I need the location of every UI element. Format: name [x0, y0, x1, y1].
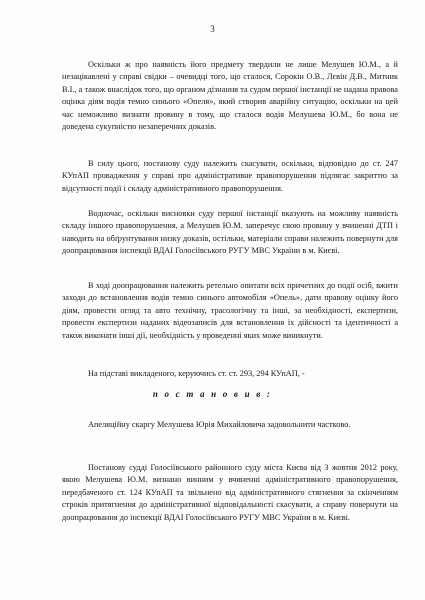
paragraph-ruling-cancelled: Постанову судді Голосіївського районного суду міста Києва від 3 жовтня 2012 року, якою Мелушева Ю.М. визнано винним у вчиненні адміністративного правопорушення, передбаченого ст. 124 КУпАП та звільнено від адміністративного стягнення за скінченням строків притягнення до адміністративної відповідальності скасувати, а справу повернути на доопрацювання до інспекції ВДАІ Голосіївського РУГУ МВС України в м. Києві.	[62, 463, 398, 522]
paragraph-legal-basis: На підставі викладеного, керуючись ст. ст. 293, 294 КУпАП, -	[88, 369, 305, 378]
paragraph-investigation-tasks: В ході доопрацювання належить ретельно опитати всіх причетних до події осіб, вжити заходи до встановлення водія темно синього автомобіля «Опель», дати правову оцінку його діям, провести огляд та авто технічну, трасологічну та інші, за необхідності, експертизи, провести експертизи наданих відеозаписів для встановлення їх дійсності та ідентичності а також виконати інші дії, необхідність у проведенні яких може виникнути.	[62, 281, 398, 340]
paragraph-cancel-ruling: В силу цього, постанову суду належить скасувати, оскільки, відповідно до ст. 247 КУпАП провадження у справі про адміністративне правопорушення підлягає закриттю за відсутності події і складу адміністративного правопорушення.	[62, 159, 398, 193]
paragraph-appeal-granted: Апеляційну скаргу Мелушева Юрія Михайловича задовольнити частково.	[88, 420, 351, 429]
paragraph-evidence: Оскільки ж про наявність його предмету твердили не лише Мелушев Ю.М., а й незацікавлені у справі свідки – очевидці того, що сталося, Сорокін О.В., Лєвін Д.В., Митник В.І., а також внаслідок того, що органом дізнання та судом першої інстанції не надана правова оцінка діям водія темно синього «Опеля», який створив аварійну ситуацію, оскільки на цей час неможливо визнати провину в тому, що сталося водія Мелушева Ю.М., бо вона не доведена сукупністю незаперечних доказів.	[62, 60, 398, 132]
resolution-heading: п о с т а н о в и в :	[152, 389, 273, 399]
page-number: 3	[210, 24, 215, 34]
paragraph-return-case: Водночас, оскільки висновки суду першої інстанції вказують на можливу наявність складу іншого правопорушення, а Мелушев Ю.М. заперечує свою провину у вчиненні ДТП і наводить на обґрунтування низку доказів, остільки, матеріали справи належить повернути для доопрацювання інспекції ВДАІ Голосіївського РУГУ МВС України в м. Києві.	[62, 209, 398, 256]
